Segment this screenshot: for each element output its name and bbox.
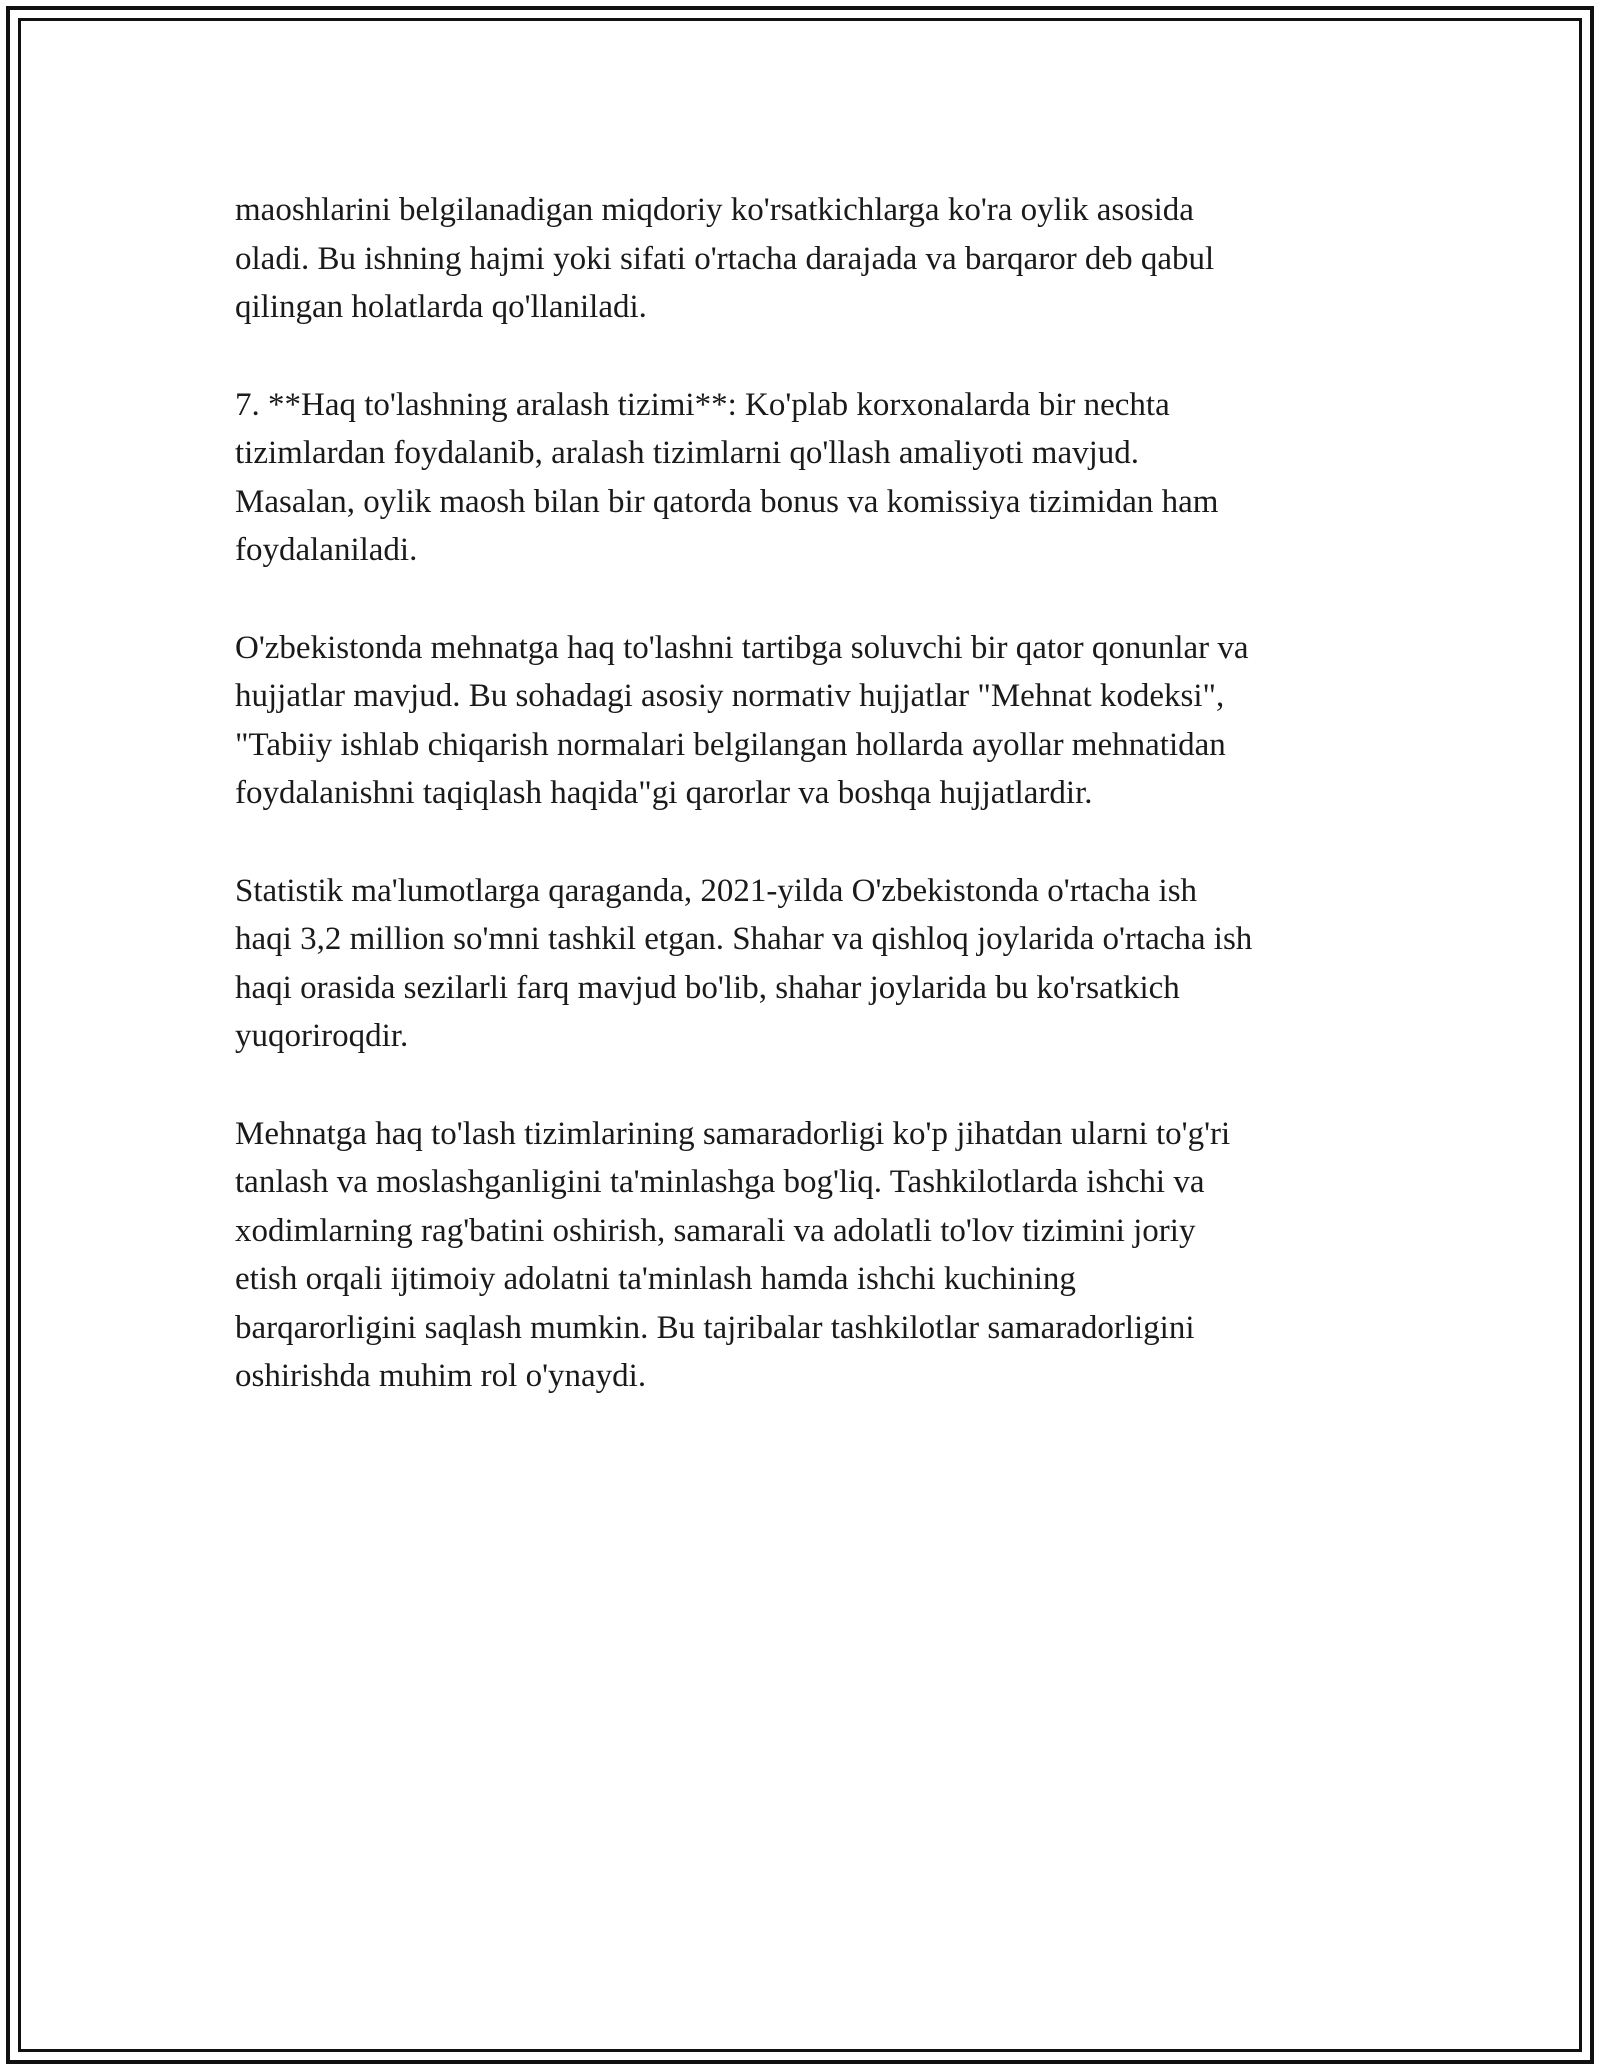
text-line: Masalan, oylik maosh bilan bir qatorda bonus va komissiya tizimidan ham xyxy=(235,483,1219,520)
text-line: tanlash va moslashganligini ta'minlashga bog'liq. Tashkilotlarda ishchi va xyxy=(235,1164,1205,1200)
text-line: oshirishda muhim rol o'ynaydi. xyxy=(235,1358,647,1394)
text-line: yuqoriroqdir. xyxy=(235,1018,409,1054)
text-line: hujjatlar mavjud. Bu sohadagi asosiy normativ hujjatlar "Mehnat kodeksi", xyxy=(235,678,1225,714)
paragraph-legal-framework xyxy=(235,624,1395,818)
text-line: foydalanishni taqiqlash haqida"gi qarorlar va boshqa hujjatlardir. xyxy=(235,775,1093,811)
paragraph-monthly-pay-continuation xyxy=(235,186,1395,332)
text-line: O'zbekistonda mehnatga haq to'lashni tartibga soluvchi bir qator qonunlar va xyxy=(235,629,1249,666)
text-line: maoshlarini belgilanadigan miqdoriy ko'rsatkichlarga ko'ra oylik asosida xyxy=(235,192,1194,228)
text-line: Statistik ma'lumotlarga qaraganda, 2021-yilda O'zbekistonda o'rtacha ish xyxy=(235,872,1198,909)
text-line: etish orqali ijtimoiy adolatni ta'minlash hamda ishchi kuchining xyxy=(235,1261,1076,1297)
paragraph-effectiveness xyxy=(235,1110,1395,1401)
text-line: barqarorligini saqlash mumkin. Bu tajribalar tashkilotlar samaradorligini xyxy=(235,1309,1195,1346)
document-body xyxy=(235,186,1395,1450)
text-line: xodimlarning rag'batini oshirish, samarali va adolatli to'lov tizimini joriy xyxy=(235,1212,1196,1249)
text-line: haqi orasida sezilarli farq mavjud bo'lib, shahar joylarida bu ko'rsatkich xyxy=(235,969,1180,1006)
text-line: 7. **Haq to'lashning aralash tizimi**: Ko'plab korxonalarda bir nechta xyxy=(235,386,1170,423)
paragraph-mixed-pay-system xyxy=(235,381,1395,575)
paragraph-statistics xyxy=(235,867,1395,1061)
text-line: haqi 3,2 million so'mni tashkil etgan. Shahar va qishloq joylarida o'rtacha ish xyxy=(235,921,1253,957)
text-line: qilingan holatlarda qo'llaniladi. xyxy=(235,289,647,325)
text-line: "Tabiiy ishlab chiqarish normalari belgilangan hollarda ayollar mehnatidan xyxy=(235,726,1226,763)
text-line: oladi. Bu ishning hajmi yoki sifati o'rtacha darajada va barqaror deb qabul xyxy=(235,240,1215,277)
text-line: foydalaniladi. xyxy=(235,532,418,568)
text-line: Mehnatga haq to'lash tizimlarining samaradorligi ko'p jihatdan ularni to'g'ri xyxy=(235,1115,1231,1152)
text-line: tizimlardan foydalanib, aralash tizimlarni qo'llash amaliyoti mavjud. xyxy=(235,435,1140,471)
